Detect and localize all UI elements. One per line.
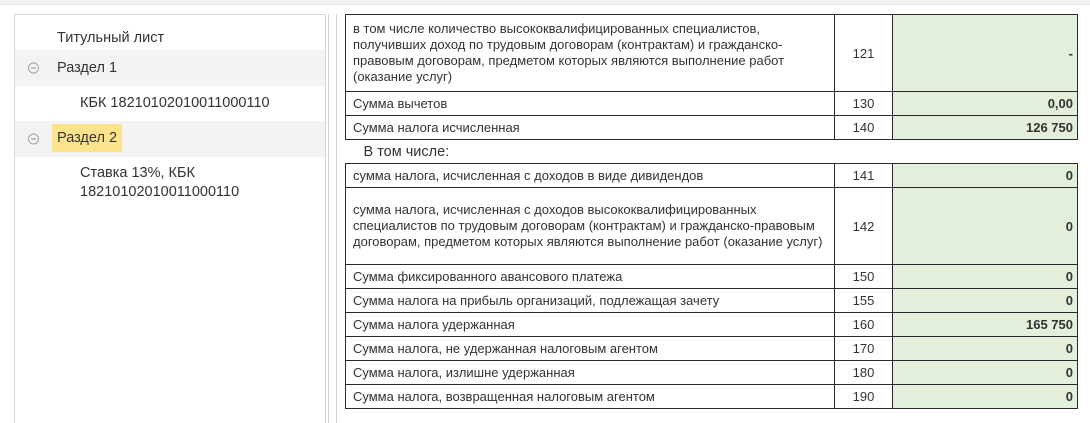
row-value-field[interactable]: 0,00 xyxy=(893,92,1078,116)
table-row xyxy=(346,265,1078,289)
tree-item-label-selected: Раздел 2 xyxy=(52,124,122,152)
row-description: Сумма вычетов xyxy=(346,92,835,116)
table-row xyxy=(346,385,1078,409)
window-top-strip xyxy=(0,0,1090,5)
row-code: 170 xyxy=(835,337,893,361)
collapse-icon[interactable] xyxy=(28,134,39,145)
panel-splitter[interactable] xyxy=(325,14,337,423)
table-row xyxy=(346,15,1078,92)
tree-item-rate-kbk[interactable] xyxy=(15,159,325,209)
row-description: в том числе количество высококвалифицированных специалистов, получивших доход по трудовым договорам (контрактам) и гражданско-правовым договорам, предметом которых являются выполнение работ (оказание услуг) xyxy=(346,15,835,92)
tree-item-section-2[interactable] xyxy=(15,121,325,157)
row-code: 130 xyxy=(835,92,893,116)
row-description: Сумма налога, не удержанная налоговым агентом xyxy=(346,337,835,361)
row-code: 121 xyxy=(835,15,893,92)
row-description: Сумма налога на прибыль организаций, подлежащая зачету xyxy=(346,289,835,313)
tree-item-label: КБК 18210102010011000110 xyxy=(80,95,270,111)
tree-item-section-1[interactable] xyxy=(15,50,325,86)
row-description: сумма налога, исчисленная с доходов высококвалифицированных специалистов по трудовым договорам (контрактам) и гражданско-правовым договорам, предметом которых являются выполнение работ (оказание услуг) xyxy=(346,188,835,265)
table-row xyxy=(346,164,1078,188)
row-description: Сумма налога, возвращенная налоговым агентом xyxy=(346,385,835,409)
row-code: 160 xyxy=(835,313,893,337)
row-code: 142 xyxy=(835,188,893,265)
row-code: 190 xyxy=(835,385,893,409)
row-value-field[interactable]: 0 xyxy=(893,337,1078,361)
row-code: 180 xyxy=(835,361,893,385)
row-value-field[interactable]: 0 xyxy=(893,385,1078,409)
row-value-field[interactable]: 0 xyxy=(893,188,1078,265)
row-value-field[interactable]: 0 xyxy=(893,164,1078,188)
form-table xyxy=(345,14,1078,409)
row-description: Сумма налога исчисленная xyxy=(346,116,835,140)
row-description: сумма налога, исчисленная с доходов в виде дивидендов xyxy=(346,164,835,188)
sections-tree xyxy=(14,14,325,423)
row-description: Сумма налога, излишне удержанная xyxy=(346,361,835,385)
tree-item-label: Раздел 1 xyxy=(57,60,118,76)
subheading: В том числе: xyxy=(363,143,450,160)
row-value-field[interactable]: 0 xyxy=(893,361,1078,385)
collapse-icon[interactable] xyxy=(28,63,39,74)
tree-item-kbk-1[interactable] xyxy=(15,87,325,121)
table-row xyxy=(346,289,1078,313)
table-row xyxy=(346,361,1078,385)
tree-item-label: Титульный лист xyxy=(57,30,165,46)
table-row xyxy=(346,188,1078,265)
row-code: 150 xyxy=(835,265,893,289)
table-row xyxy=(346,116,1078,140)
section-2-form xyxy=(345,14,1077,409)
row-value-field[interactable]: - xyxy=(893,15,1078,92)
row-code: 140 xyxy=(835,116,893,140)
row-value-field[interactable]: 126 750 xyxy=(893,116,1078,140)
row-code: 155 xyxy=(835,289,893,313)
row-value-field[interactable]: 0 xyxy=(893,265,1078,289)
table-row xyxy=(346,92,1078,116)
table-row xyxy=(346,337,1078,361)
tree-item-label: Ставка 13%, КБК 18210102010011000110 xyxy=(80,165,240,200)
row-description: Сумма налога удержанная xyxy=(346,313,835,337)
row-value-field[interactable]: 0 xyxy=(893,289,1078,313)
subheading-row xyxy=(346,140,1078,164)
row-code: 141 xyxy=(835,164,893,188)
table-row xyxy=(346,313,1078,337)
row-description: Сумма фиксированного авансового платежа xyxy=(346,265,835,289)
row-value-field[interactable]: 165 750 xyxy=(893,313,1078,337)
